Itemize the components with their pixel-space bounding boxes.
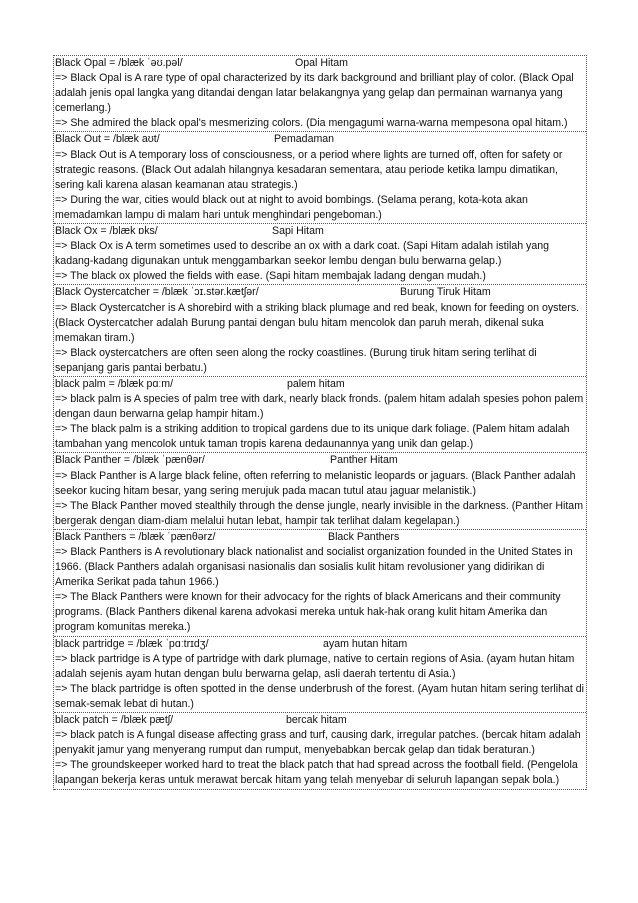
- translation: Panther Hitam: [330, 454, 398, 467]
- translation: Black Panthers: [328, 530, 400, 543]
- entry-black-patch: [54, 713, 586, 789]
- headword-pronunciation: Black Panther = /blæk ˈpænθər/: [55, 454, 205, 467]
- example-sentence: => The black partridge is often spotted in the dense underbrush of the forest. (Ayam hutan hitam sering terlihat di semak-semak lebat di hutan.): [55, 682, 585, 710]
- definition: => Black Ox is A term sometimes used to describe an ox with a dark coat. (Sapi Hitam adalah istilah yang kadang-kadang digunakan untuk menggambarkan seekor lembu dengan bulu berwarna gelap.): [55, 240, 550, 268]
- headword-pronunciation: black patch = /blæk pætʃ/: [55, 714, 174, 727]
- translation: Pemadaman: [274, 133, 335, 146]
- translation: Burung Tiruk Hitam: [400, 286, 491, 299]
- example-sentence: => She admired the black opal's mesmerizing colors. (Dia mengagumi warna-warna mempesona opal hitam.): [55, 117, 568, 130]
- translation: palem hitam: [287, 377, 345, 390]
- example-sentence: => The Black Panthers were known for their advocacy for the rights of black Americans and their community programs. (Black Panthers dikenal karena advokasi mereka untuk hak-hak orang kulit hitam Amerika dan program komunitas mereka.): [55, 591, 561, 634]
- entry-headline: [55, 56, 585, 71]
- definition: => Black Panther is A large black feline, often referring to melanistic leopards or jaguars. (Black Panther adalah seekor kucing hitam besar, yang sering merujuk pada macan tutul atau jaguar melanistik.): [55, 469, 576, 497]
- definition: => Black Panthers is A revolutionary black nationalist and socialist organization founded in the United States in 1966. (Black Panthers adalah organisasi nasionalis dan sosialis kulit hitam revolusioner yang didirikan di Amerika Serikat pada tahun 1966.): [55, 546, 573, 589]
- definition: => black palm is A species of palm tree with dark, nearly black fronds. (palem hitam adalah spesies pohon palem dengan daun berwarna gelap hampir hitam.): [55, 393, 584, 421]
- entry-black-ox: [54, 224, 586, 285]
- headword-pronunciation: black palm = /blæk pɑːm/: [55, 377, 174, 390]
- translation: ayam hutan hitam: [323, 637, 408, 650]
- example-sentence: => The black palm is a striking addition to tropical gardens due to its unique dark foliage. (Palem hitam adalah tambahan yang mencolok untuk taman tropis karena dedaunannya yang unik dan gelap.): [55, 423, 570, 451]
- example-sentence: => The groundskeeper worked hard to treat the black patch that had spread across the football field. (Pengelola lapangan bekerja keras untuk merawat bercak hitam yang telah menyebar di seluruh lapangan sepak bola.): [55, 759, 578, 787]
- definition: => black patch is A fungal disease affecting grass and turf, causing dark, irregular patches. (bercak hitam adalah penyakit jamur yang menyerang rumput dan rumput, menyebabkan bercak gelap dan tidak beraturan.): [55, 729, 581, 757]
- entry-headline: [55, 224, 585, 239]
- example-sentence: => Black oystercatchers are often seen along the rocky coastlines. (Burung tiruk hitam sering terlihat di sepanjang garis pantai berbatu.): [55, 346, 537, 374]
- entry-black-panther: [54, 453, 586, 529]
- entry-black-palm: [54, 377, 586, 453]
- entry-headline: [55, 132, 585, 147]
- translation: bercak hitam: [286, 714, 347, 727]
- translation: Opal Hitam: [295, 57, 348, 69]
- entry-black-out: [54, 132, 586, 224]
- definition: => Black Out is A temporary loss of consciousness, or a period where lights are turned off, often for safety or strategic reasons. (Black Out adalah hilangnya kesadaran sementara, atau periode ketika lampu dimatikan, sering kali karena alasan keamanan atau strategis.): [55, 148, 563, 191]
- entry-headline: [55, 713, 585, 728]
- definition: => Black Oystercatcher is A shorebird with a striking black plumage and red beak, known for feeding on oysters. (Black Oystercatcher adalah Burung pantai dengan bulu hitam mencolok dan paruh merah, dikenal suka memakan tiram.): [55, 301, 580, 344]
- entry-black-panthers: [54, 530, 586, 637]
- entry-headline: [55, 637, 585, 652]
- translation: Sapi Hitam: [272, 225, 324, 238]
- headword-pronunciation: Black Out = /blæk aʊt/: [55, 133, 160, 146]
- entry-headline: [55, 285, 585, 300]
- headword-pronunciation: Black Oystercatcher = /blæk ˈɔɪ.stər.kætʃər/: [55, 286, 259, 299]
- entry-headline: [55, 530, 585, 545]
- entry-black-oystercatcher: [54, 285, 586, 377]
- definition: => black partridge is A type of partridge with dark plumage, native to certain regions of Asia. (ayam hutan hitam adalah sejenis ayam hutan dengan bulu berwarna gelap, asli daerah tertentu di Asia.): [55, 652, 575, 680]
- headword-pronunciation: Black Panthers = /blæk ˈpænθərz/: [55, 530, 216, 543]
- example-sentence: => The black ox plowed the fields with ease. (Sapi hitam membajak ladang dengan mudah.): [55, 270, 486, 283]
- example-sentence: => During the war, cities would black out at night to avoid bombings. (Selama perang, kota-kota akan memadamkan lampu di malam hari untuk menghindari pengeboman.): [55, 193, 528, 221]
- entry-headline: [55, 453, 585, 468]
- headword-pronunciation: black partridge = /blæk ˈpɑːtrɪdʒ/: [55, 637, 209, 650]
- dictionary-document: [53, 55, 587, 790]
- definition: => Black Opal is A rare type of opal characterized by its dark background and brilliant play of color. (Black Opal adalah jenis opal langka yang ditandai dengan latar belakangnya yang gelap dan permainan warnanya yang cemerlang.): [55, 72, 574, 115]
- headword-pronunciation: Black Opal = /blæk ˈəʊ.pəl/: [55, 57, 183, 69]
- example-sentence: => The Black Panther moved stealthily through the dense jungle, nearly invisible in the darkness. (Panther Hitam bergerak dengan diam-diam melalui hutan lebat, hampir tak terlihat dalam kegelapan.): [55, 499, 584, 527]
- headword-pronunciation: Black Ox = /blæk ɒks/: [55, 225, 158, 238]
- entry-black-partridge: [54, 637, 586, 713]
- entry-black-opal: [54, 56, 586, 132]
- entry-headline: [55, 377, 585, 392]
